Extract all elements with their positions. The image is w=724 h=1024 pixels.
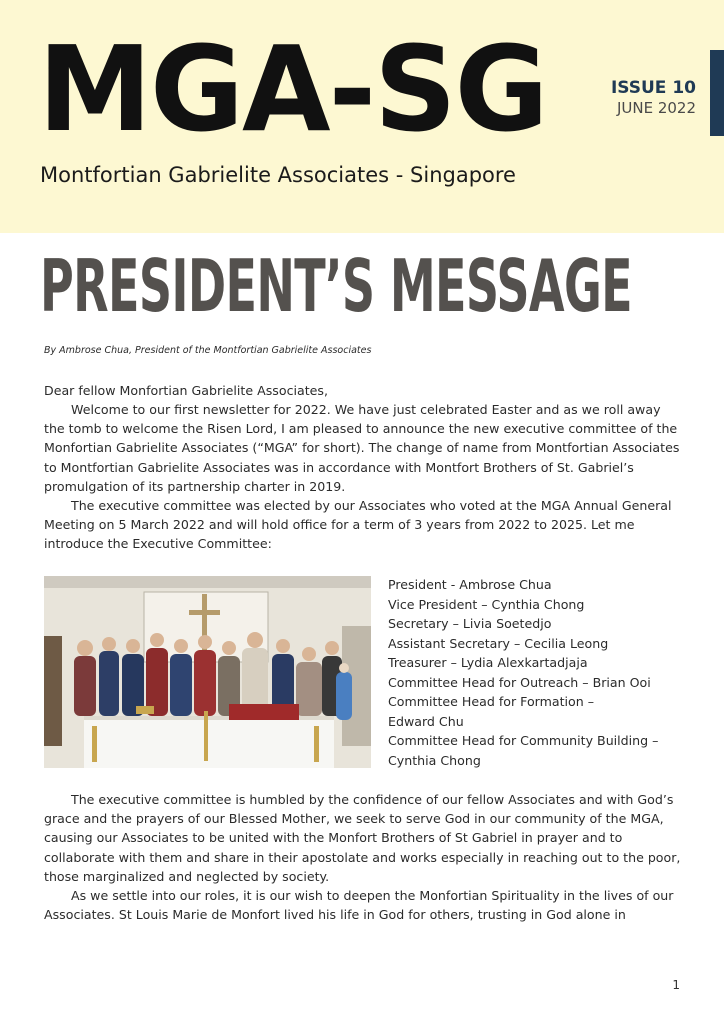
article-title: PRESIDENT’S MESSAGE (40, 244, 632, 328)
issue-date: JUNE 2022 (616, 99, 696, 117)
masthead-title: MGA-SG (38, 20, 547, 158)
committee-item: Treasurer – Lydia Alexkartadjaja (388, 655, 588, 670)
paragraph-1: Welcome to our first newsletter for 2022. We have just celebrated Easter and as we roll away the tomb to welcome the Risen Lord, I am pleased to announce the new executive committee of the Monfortian Gabrielite Associates (“MGA” for short). The change of name from Montfortian Associates to Montfortian Gabrielite Associates was in accordance with Montfort Brothers of St. Gabriel’s promulgation of its partnership charter in 2019. (44, 402, 680, 494)
committee-item: Edward Chu (388, 713, 464, 729)
committee-item: Committee Head for Outreach – Brian Ooi (388, 674, 651, 690)
committee-item: Vice President – Cynthia Chong (388, 596, 585, 612)
committee-group-photo (44, 576, 371, 768)
committee-list (388, 575, 688, 770)
masthead-subtitle: Montfortian Gabrielite Associates - Singapore (40, 163, 516, 187)
committee-item: President - Ambrose Chua (388, 577, 552, 592)
article-byline: By Ambrose Chua, President of the Montfortian Gabrielite Associates (44, 345, 372, 356)
committee-item: Assistant Secretary – Cecilia Leong (388, 635, 609, 651)
paragraph-3: The executive committee is humbled by the confidence of our fellow Associates and with God’s grace and the prayers of our Blessed Mother, we seek to serve God in our community of the MGA, causing our Associates to be united with the Monfort Brothers of St Gabriel in prayer and to collaborate with them and share in their apostolate and works especially in reaching out to the poor, those marginalized and neglected by society. (44, 792, 681, 884)
committee-item: Committee Head for Community Building – (388, 733, 659, 748)
paragraph-2: The executive committee was elected by our Associates who voted at the MGA Annual General Meeting on 5 March 2022 and will hold office for a term of 3 years from 2022 to 2025. Let me introduce the Executive Committee: (44, 498, 672, 552)
masthead-banner (0, 0, 724, 233)
committee-item: Secretary – Livia Soetedjo (388, 616, 552, 631)
salutation: Dear fellow Monfortian Gabrielite Associates, (44, 383, 328, 398)
issue-number: ISSUE 10 (610, 78, 696, 98)
paragraph-4: As we settle into our roles, it is our wish to deepen the Monfortian Spirituality in the lives of our Associates. St Louis Marie de Monfort lived his life in God for others, trusting in God alone in (44, 888, 674, 923)
page-number: 1 (672, 978, 680, 992)
accent-bar (710, 50, 724, 136)
committee-item: Cynthia Chong (388, 752, 481, 768)
committee-item: Committee Head for Formation – (388, 694, 595, 709)
